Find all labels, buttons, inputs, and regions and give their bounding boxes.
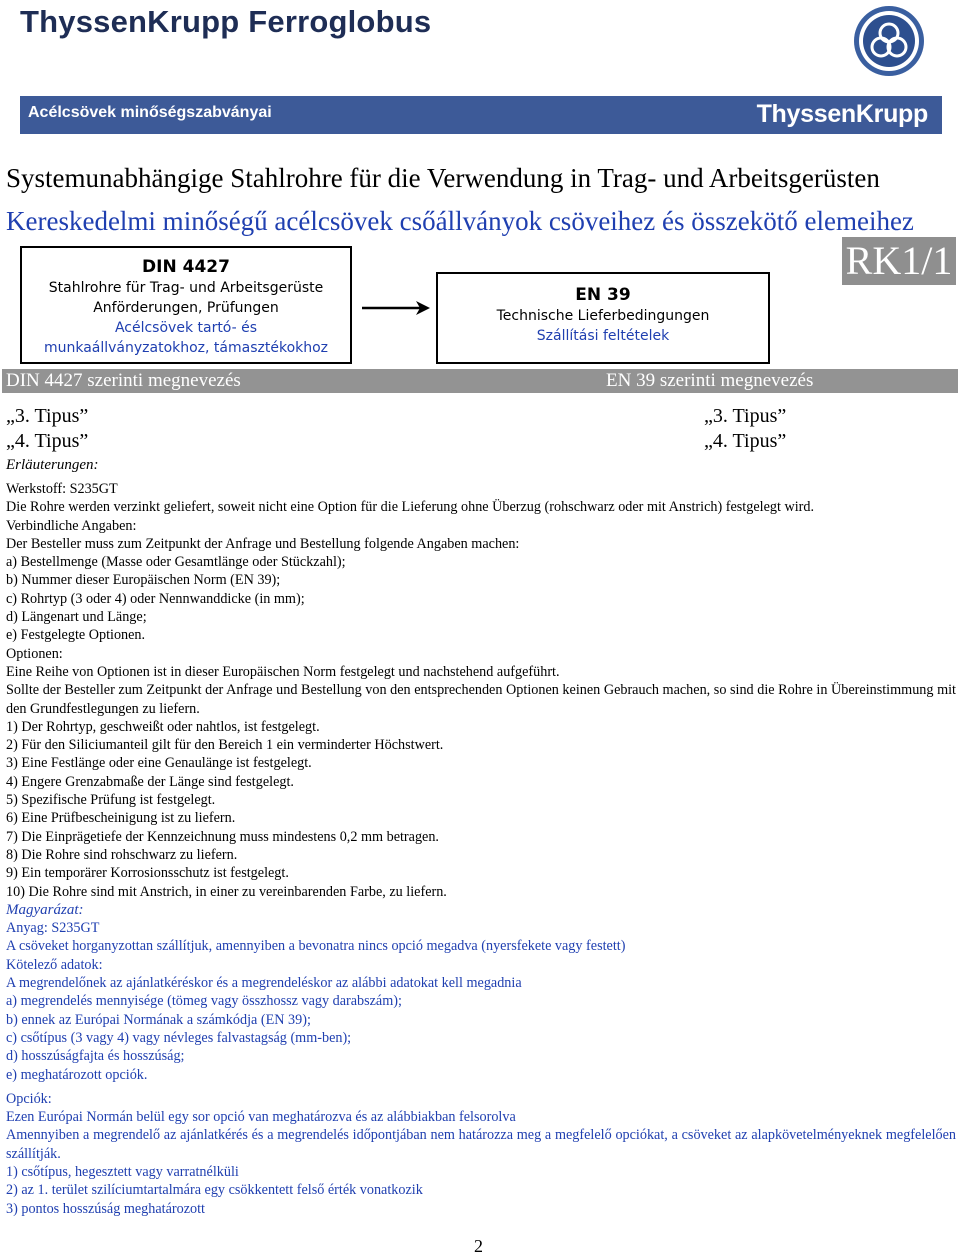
text-line: 10) Die Rohre sind mit Anstrich, in einer zu vereinbarenden Farbe, zu liefern. — [6, 883, 447, 900]
text-line-hu: A megrendelőnek az ajánlatkéréskor és a megrendeléskor az alábbi adatokat kell megadnia — [6, 975, 522, 992]
text-line: 6) Eine Prüfbescheinigung ist zu liefern. — [6, 810, 236, 827]
text-line-hu: 2) az 1. terület szilíciumtartalmára egy csökkentett felső érték vonatkozik — [6, 1182, 423, 1199]
din-line-2: Anförderungen, Prüfungen — [93, 300, 279, 316]
en-type-4: „4. Tipus” — [704, 430, 787, 452]
text-line: 4) Engere Grenzabmaße der Länge sind festgelegt. — [6, 773, 294, 790]
text-line: Verbindliche Angaben: — [6, 517, 137, 534]
text-line: 7) Die Einprägetiefe der Kennzeichnung muss mindestens 0,2 mm betragen. — [6, 828, 439, 845]
text-line: 9) Ein temporärer Korrosionsschutz ist festgelegt. — [6, 865, 289, 882]
din-4427-box — [20, 246, 352, 364]
text-line: Eine Reihe von Optionen ist in dieser Europäischen Norm festgelegt und nachstehend aufgeführt. — [6, 663, 560, 680]
din-line-3: Acélcsövek tartó- és — [114, 320, 258, 336]
en-39-box — [436, 272, 770, 364]
text-line: Der Besteller muss zum Zeitpunkt der Anfrage und Bestellung folgende Angaben machen: — [6, 535, 520, 552]
text-line: 2) Für den Siliciumanteil gilt für den Bereich 1 ein verminderter Höchstwert. — [6, 737, 444, 754]
text-line-hu: Opciók: — [6, 1090, 52, 1107]
en-line-2: Szállítási feltételek — [536, 328, 670, 344]
text-line-hu: 1) csőtípus, hegesztett vagy varratnélküli — [6, 1163, 239, 1180]
text-line: e) Festgelegte Optionen. — [6, 627, 146, 644]
text-line: Die Rohre werden verzinkt geliefert, soweit nicht eine Option für die Lieferung ohne Überzug (rohschwarz oder mit Anstrich) festgelegt wird. — [6, 499, 815, 516]
text-line: Optionen: — [6, 645, 63, 662]
din-standard-label: DIN 4427 — [142, 257, 230, 277]
text-line-hu: b) ennek az Európai Normának a számkódja (EN 39); — [6, 1011, 311, 1028]
en-designation-heading: EN 39 szerinti megnevezés — [606, 370, 814, 391]
text-line-hu: Anyag: S235GT — [6, 920, 100, 937]
magyarazat-heading: Magyarázat: — [6, 901, 84, 918]
din-line-4: munkaállványzatokhoz, támasztékokhoz — [43, 340, 329, 356]
din-designation-heading: DIN 4427 szerinti megnevezés — [6, 370, 241, 391]
din-type-3: „3. Tipus” — [6, 405, 89, 427]
din-line-1: Stahlrohre für Trag- und Arbeitsgerüste — [48, 280, 324, 296]
text-line-hu: a) megrendelés mennyisége (tömeg vagy összhossz vagy darabszám); — [6, 993, 402, 1010]
erlaeuterungen-heading: Erläuterungen: — [6, 457, 99, 473]
din-type-4: „4. Tipus” — [6, 430, 89, 452]
title-german: Systemunabhängige Stahlrohre für die Verwendung in Trag- und Arbeitsgerüsten — [6, 163, 880, 193]
en-standard-label: EN 39 — [575, 285, 631, 305]
text-line: 5) Spezifische Prüfung ist festgelegt. — [6, 792, 216, 809]
arrow-right-icon — [362, 300, 430, 316]
document-code-badge: RK1/1 — [842, 237, 956, 285]
text-line: 3) Eine Festlänge oder eine Genaulänge ist festgelegt. — [6, 755, 312, 772]
text-line-hu: c) csőtípus (3 vagy 4) vagy névleges falvastagság (mm-ben); — [6, 1029, 352, 1046]
page-number: 2 — [474, 1236, 483, 1256]
text-paragraph-hu: Amennyiben a megrendelő az ajánlatkérés és a megrendelés időpontjában nem határozza meg a megfelelő opciókat, a csöveket az alapkövetelményeknek megfelelően szállítják. — [6, 1127, 956, 1162]
designation-bar — [2, 369, 958, 393]
text-paragraph: Sollte der Besteller zum Zeitpunkt der Anfrage und Bestellung von den entsprechenden Optionen keinen Gebrauch machen, so sind die Rohre in Übereinstimmung mit den Grundfestlegungen zu liefern. — [6, 682, 956, 717]
banner-right-text: ThyssenKrupp — [756, 100, 928, 128]
text-line: b) Nummer dieser Europäischen Norm (EN 39); — [6, 572, 281, 589]
brand-name: ThyssenKrupp Ferroglobus — [20, 4, 432, 39]
text-line-hu: Ezen Európai Normán belül egy sor opció van meghatározva és az alábbiakban felsorolva — [6, 1109, 516, 1126]
text-line: a) Bestellmenge (Masse oder Gesamtlänge oder Stückzahl); — [6, 554, 346, 571]
body-text — [6, 480, 956, 1218]
title-hungarian: Kereskedelmi minőségű acélcsövek csőállványok csöveihez és összekötő elemeihez — [6, 206, 914, 236]
text-line-hu: e) meghatározott opciók. — [6, 1066, 148, 1083]
text-line: Werkstoff: S235GT — [6, 481, 118, 497]
text-line-hu: 3) pontos hosszúság meghatározott — [6, 1200, 205, 1217]
text-line-hu: Kötelező adatok: — [6, 956, 103, 973]
text-line: d) Längenart und Länge; — [6, 609, 147, 626]
banner-left-text: Acélcsövek minőségszabványai — [28, 104, 272, 121]
text-line: c) Rohrtyp (3 oder 4) oder Nennwanddicke (in mm); — [6, 590, 305, 607]
en-line-1: Technische Lieferbedingungen — [496, 308, 710, 324]
text-line-hu: A csöveket horganyzottan szállítjuk, amennyiben a bevonatra nincs opció megadva (nyersfekete vagy festett) — [6, 938, 626, 955]
text-line: 8) Die Rohre sind rohschwarz zu liefern. — [6, 846, 238, 863]
thyssenkrupp-rings-logo — [852, 4, 926, 78]
en-type-3: „3. Tipus” — [704, 405, 787, 427]
text-line: 1) Der Rohrtyp, geschweißt oder nahtlos, ist festgelegt. — [6, 718, 320, 735]
text-line-hu: d) hosszúságfajta és hosszúság; — [6, 1048, 185, 1065]
header-banner — [20, 96, 942, 134]
